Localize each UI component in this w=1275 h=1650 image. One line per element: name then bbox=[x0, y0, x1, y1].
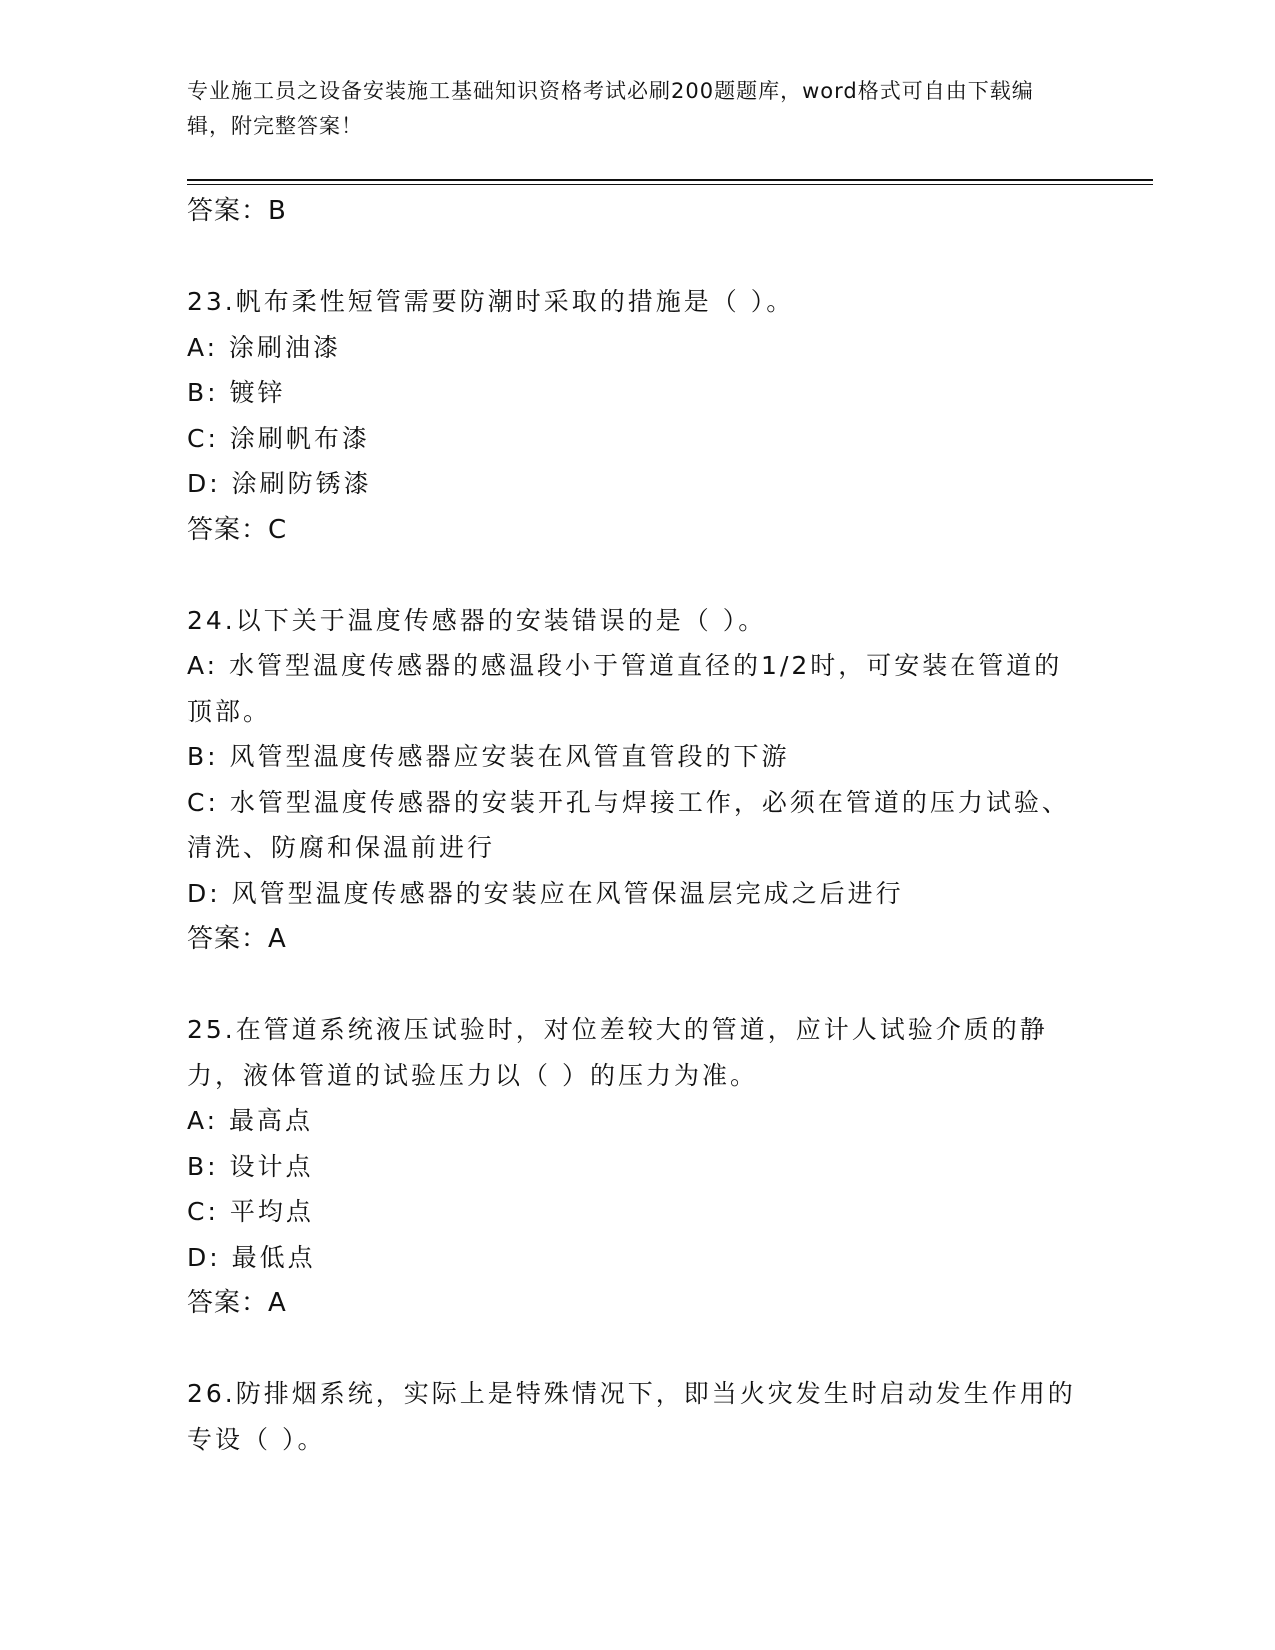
option-b: B: 设计点 bbox=[187, 1151, 314, 1181]
option-b: B: 镀锌 bbox=[187, 378, 286, 407]
option-b: B: 风管型温度传感器应安装在风管直管段的下游 bbox=[187, 742, 790, 771]
question-23 bbox=[187, 279, 1077, 553]
option-c: C: 涂刷帆布漆 bbox=[187, 423, 370, 453]
option-c: C: 水管型温度传感器的安装开孔与焊接工作，必须在管道的压力试验、清洗、防腐和保温前进行 bbox=[187, 787, 1070, 862]
option-d: D: 最低点 bbox=[187, 1242, 316, 1272]
spacer bbox=[187, 962, 1077, 1007]
option-c: C: 平均点 bbox=[187, 1197, 314, 1226]
question-answer: 答案：A bbox=[187, 1288, 287, 1318]
option-d: D: 风管型温度传感器的安装应在风管保温层完成之后进行 bbox=[187, 878, 904, 908]
question-stem: 24.以下关于温度传感器的安装错误的是（ ）。 bbox=[187, 605, 767, 635]
question-stem: 26.防排烟系统，实际上是特殊情况下，即当火灾发生时启动发生作用的专设（ ）。 bbox=[187, 1379, 1076, 1454]
question-stem: 25.在管道系统液压试验时，对位差较大的管道，应计人试验介质的静力，液体管道的试验压力以（ ）的压力为准。 bbox=[187, 1015, 1048, 1090]
question-answer: 答案：C bbox=[187, 514, 288, 545]
spacer bbox=[187, 234, 1077, 279]
question-answer: 答案：A bbox=[187, 924, 287, 954]
question-26 bbox=[187, 1371, 1077, 1462]
document-header: 专业施工员之设备安装施工基础知识资格考试必刷200题题库，word格式可自由下载编辑，附完整答案！ bbox=[187, 79, 1034, 138]
option-a: A: 最高点 bbox=[187, 1106, 314, 1135]
document-body bbox=[187, 188, 1077, 1462]
question-24 bbox=[187, 598, 1077, 963]
spacer bbox=[187, 553, 1077, 598]
question-stem: 23.帆布柔性短管需要防潮时采取的措施是（ ）。 bbox=[187, 287, 795, 316]
header-rule-thin bbox=[187, 184, 1153, 185]
option-d: D: 涂刷防锈漆 bbox=[187, 469, 372, 498]
spacer bbox=[187, 1326, 1077, 1371]
option-a: A: 水管型温度传感器的感温段小于管道直径的1/2时，可安装在管道的顶部。 bbox=[187, 651, 1063, 726]
previous-answer: 答案：B bbox=[187, 196, 287, 226]
question-25 bbox=[187, 1007, 1077, 1326]
option-a: A: 涂刷油漆 bbox=[187, 332, 342, 362]
header-rule-thick bbox=[187, 179, 1153, 181]
